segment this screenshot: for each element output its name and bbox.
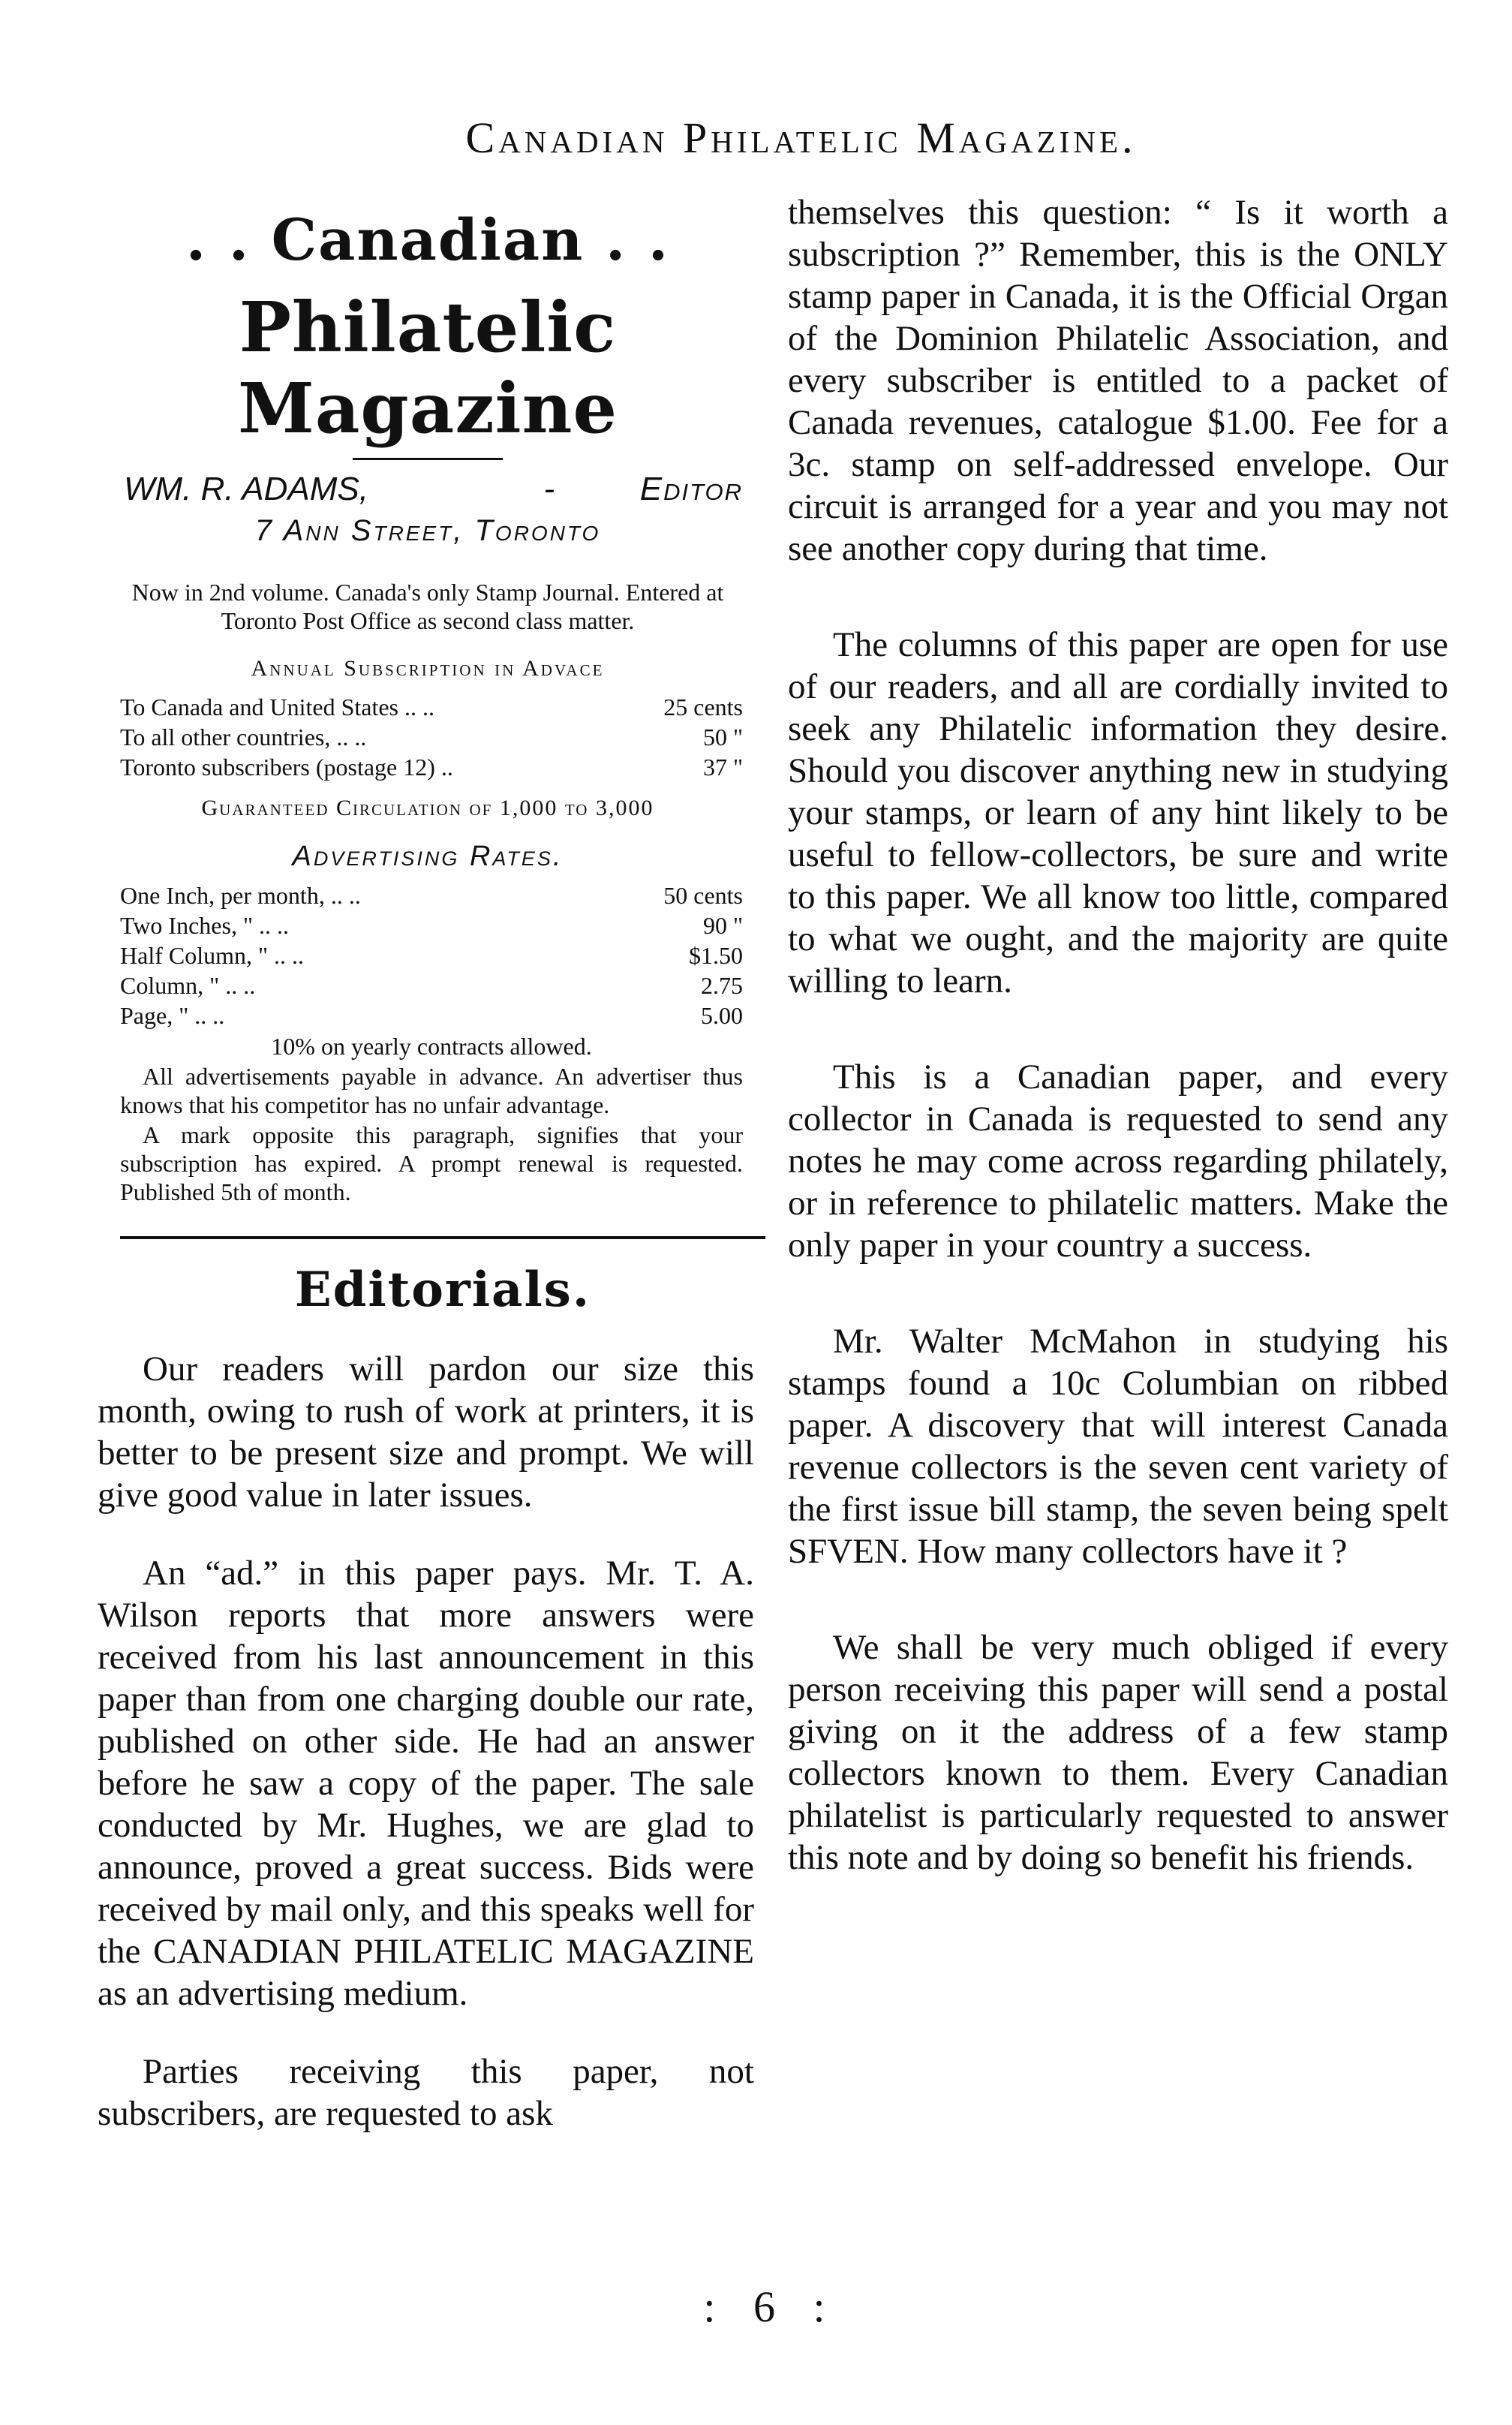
left-column [90, 191, 765, 2171]
subscription-rate-row [120, 722, 743, 752]
editor-dash: - [543, 471, 555, 507]
advertising-rate-row [120, 880, 743, 910]
advertising-heading: Advertising Rates. [292, 841, 564, 872]
rate-label: Page, " .. .. [120, 1002, 225, 1029]
advertising-rate-row [120, 1000, 743, 1030]
editorial-paragraph: Parties receiving this paper, not subscribers, are requested to ask [98, 2052, 754, 2133]
editorial-paragraph: themselves this question: “ Is it worth a subscription ?” Remember, this is the ONLY stamp paper in Canada, it is the Official Organ of the Dominion Philatelic Association, and every subscriber is entitled to a packet of Canada revenues, catalogue $1.00. Fee for a 3c. stamp on self-addressed envelope. Our circuit is arranged for a year and you may not see another copy during that time. [788, 193, 1448, 568]
editorial-paragraph: The columns of this paper are open for use of our readers, and all are cordially invited to seek any Philatelic information they desire. Should you discover anything new in studying your stamps, or learn of any hint likely to be useful to fellow-collectors, be sure and write to this paper. We all know too little, compared to what we ought, and the majority are quite willing to learn. [788, 625, 1448, 1000]
rate-value: $1.50 [689, 942, 743, 969]
renewal-note: A mark opposite this paragraph, signifies that your subscription has expired. A prompt renewal is requested. Published 5th of month. [120, 1121, 743, 1205]
rate-label: Column, " .. .. [120, 972, 256, 999]
running-header: Canadian Philatelic Magazine. [465, 113, 1137, 162]
rate-value: 50 cents [663, 882, 743, 909]
masthead-divider [353, 458, 503, 460]
rate-value: 50 " [702, 724, 743, 751]
subscription-rate-row [120, 752, 743, 782]
advertising-rate-row [120, 940, 743, 970]
editorial-paragraph: An “ad.” in this paper pays. Mr. T. A. Wilson reports that more answers were received from his last announcement in this paper than from one charging double our rate, published on other side. He had an answer before he saw a copy of the paper. The sale conducted by Mr. Hughes, we are glad to announce, proved a great success. Bids were received by mail only, and this speaks well for the CANADIAN PHILATELIC MAGAZINE as an advertising medium. [98, 1554, 754, 2013]
section-divider [120, 1236, 765, 1239]
editor-title: Editor [639, 471, 743, 507]
rate-value: 25 cents [663, 694, 743, 721]
right-column [788, 191, 1448, 1933]
masthead-title-line1: . . Canadian . . [185, 206, 670, 273]
advertising-rate-row [120, 970, 743, 1000]
rate-value: 5.00 [701, 1002, 743, 1029]
rate-value: 37 " [702, 754, 743, 781]
subscription-rate-row [120, 692, 743, 722]
circulation-guarantee: Guaranteed Circulation of 1,000 to 3,000 [201, 796, 654, 820]
editorial-paragraph: Mr. Walter McMahon in studying his stamps found a 10c Columbian on ribbed paper. A discovery that will interest Canada revenue collectors is the seven cent variety of the first issue bill stamp, the seven being spelt SFVEN. How many collectors have it ? [788, 1322, 1448, 1571]
editor-line [124, 471, 743, 508]
payment-note: All advertisements payable in advance. An advertiser thus knows that his competitor has no unfair advantage. [120, 1063, 743, 1118]
rate-label: Two Inches, " .. .. [120, 912, 289, 939]
subscription-rates [90, 692, 765, 782]
editorials-heading: Editorials. [294, 1262, 591, 1318]
editorial-paragraph: This is a Canadian paper, and every collector in Canada is requested to send any notes he may come across regarding philately, or in reference to philatelic matters. Make the only paper in your country a success. [788, 1058, 1448, 1265]
page-number: : 6 : [703, 2282, 839, 2331]
rate-label: To all other countries, .. .. [120, 724, 367, 751]
rate-value: 90 " [702, 912, 743, 939]
rate-label: To Canada and United States .. .. [120, 694, 434, 721]
rate-label: Half Column, " .. .. [120, 942, 305, 969]
rate-label: Toronto subscribers (postage 12) .. [120, 754, 453, 781]
volume-notice: Now in 2nd volume. Canada's only Stamp Journal. Entered at Toronto Post Office as second class matter. [131, 579, 724, 634]
discount-note: 10% on yearly contracts allowed. [271, 1033, 592, 1060]
subscription-heading: Annual Subscription in Advace [251, 656, 605, 681]
advertising-rate-row [120, 910, 743, 940]
editorial-paragraph: Our readers will pardon our size this month, owing to rush of work at printers, it is better to be present size and prompt. We will give good value in later issues. [98, 1349, 754, 1515]
rate-value: 2.75 [701, 972, 743, 999]
editorial-paragraph: We shall be very much obliged if every person receiving this paper will send a postal giving on it the address of a few stamp collectors known to them. Every Canadian philatelist is particularly requested to answer this note and by doing so benefit his friends. [788, 1628, 1448, 1877]
editor-address: 7 Ann Street, Toronto [254, 514, 601, 547]
rate-label: One Inch, per month, .. .. [120, 882, 361, 909]
editor-name: WM. R. ADAMS, [124, 471, 368, 507]
masthead-title-line2: Philatelic Magazine [237, 287, 618, 449]
advertising-rates [90, 880, 765, 1030]
